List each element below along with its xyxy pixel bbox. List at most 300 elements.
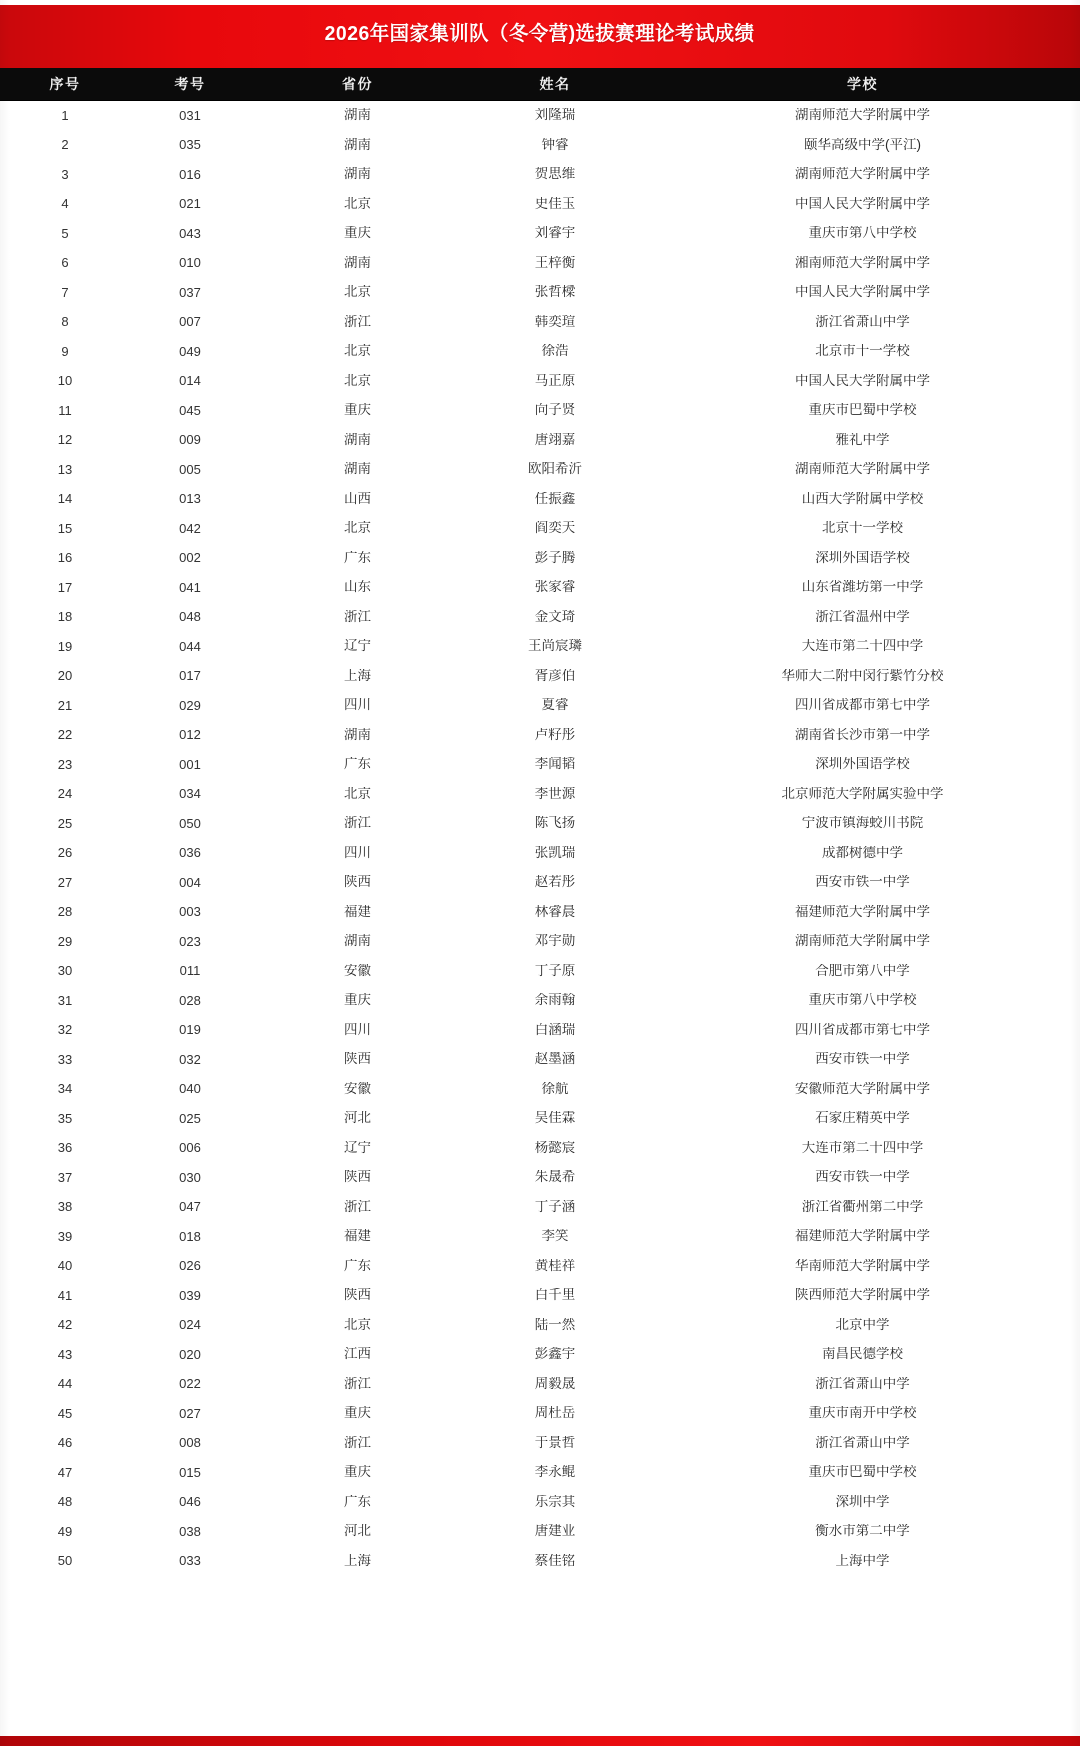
row-index: 21 [57,698,73,713]
row-province: 浙江 [344,816,371,831]
row-name: 赵若彤 [534,875,576,890]
row-index: 37 [57,1170,73,1185]
column-header-school: 学校 [847,76,878,92]
row-school: 重庆市第八中学校 [808,993,917,1008]
row-school: 浙江省萧山中学 [815,314,910,329]
row-exam-no: 020 [179,1347,201,1362]
row-school: 湘南师范大学附属中学 [795,255,930,270]
row-name: 周毅晟 [534,1376,576,1391]
row-province: 浙江 [344,314,371,329]
row-school: 福建师范大学附属中学 [795,1229,930,1244]
row-index: 1 [61,108,69,123]
row-school: 陕西师范大学附属中学 [795,1288,930,1303]
row-name: 杨懿宸 [534,1140,576,1155]
table-row [0,426,1080,456]
table-row [0,1547,1080,1577]
row-exam-no: 007 [179,315,201,330]
row-exam-no: 028 [179,993,201,1008]
table-row [0,1281,1080,1311]
row-name: 张哲樑 [534,285,576,300]
row-province: 湖南 [344,727,371,742]
table-row [0,691,1080,721]
table-row [0,603,1080,633]
row-province: 重庆 [344,403,371,418]
row-index: 28 [57,905,73,920]
row-school: 四川省成都市第七中学 [795,698,930,713]
row-province: 重庆 [344,1406,371,1421]
row-name: 赵墨涵 [534,1052,576,1067]
row-school: 衡水市第二中学 [815,1524,910,1539]
row-school: 重庆市巴蜀中学校 [808,403,917,418]
row-index: 16 [57,551,73,566]
row-index: 27 [57,875,73,890]
row-exam-no: 030 [179,1170,201,1185]
row-exam-no: 019 [179,1023,201,1038]
row-index: 50 [57,1554,73,1569]
row-index: 48 [57,1495,73,1510]
row-exam-no: 003 [179,905,201,920]
column-header-name: 姓名 [539,76,571,92]
table-row [0,1134,1080,1164]
table-row [0,514,1080,544]
row-exam-no: 046 [179,1495,201,1510]
row-name: 彭子腾 [534,550,576,565]
row-school: 安徽师范大学附属中学 [795,1081,930,1096]
row-name: 李闻韬 [534,757,576,772]
table-row [0,101,1080,131]
row-province: 安徽 [344,1081,371,1096]
row-index: 15 [57,521,73,536]
row-index: 39 [57,1229,73,1244]
table-row [0,190,1080,220]
row-index: 11 [58,403,72,418]
row-school: 南昌民德学校 [822,1347,903,1362]
row-name: 邓宇勋 [534,934,576,949]
row-name: 阎奕天 [534,521,576,536]
row-index: 43 [57,1347,73,1362]
table-row [0,485,1080,515]
row-name: 胥彦伯 [534,668,576,683]
row-school: 深圳外国语学校 [815,550,910,565]
row-school: 山西大学附属中学校 [801,491,924,506]
row-exam-no: 021 [179,197,201,212]
row-province: 山西 [344,491,371,506]
row-name: 周杜岳 [534,1406,576,1421]
row-school: 西安市铁一中学 [815,1052,910,1067]
table-row [0,396,1080,426]
title-banner [0,0,1080,68]
row-index: 12 [57,433,73,448]
row-province: 广东 [344,550,371,565]
row-exam-no: 031 [179,108,201,123]
table-row [0,1222,1080,1252]
table-row [0,1311,1080,1341]
row-index: 24 [57,787,73,802]
bottom-red-strip [0,1736,1080,1746]
row-province: 湖南 [344,137,371,152]
row-name: 陈飞扬 [534,816,576,831]
row-school: 北京十一学校 [822,521,903,536]
row-name: 刘隆瑞 [534,108,576,123]
row-school: 华南师范大学附属中学 [795,1258,930,1273]
row-index: 45 [57,1406,73,1421]
row-name: 张家睿 [534,580,576,595]
table-row [0,1370,1080,1400]
table-row [0,1488,1080,1518]
row-province: 陕西 [344,1052,371,1067]
row-school: 湖南师范大学附属中学 [795,167,930,182]
row-name: 李笑 [541,1229,569,1244]
row-exam-no: 035 [179,138,201,153]
row-school: 浙江省衢州第二中学 [801,1199,924,1214]
table-row [0,1429,1080,1459]
row-school: 大连市第二十四中学 [801,1140,924,1155]
row-exam-no: 006 [179,1141,201,1156]
row-exam-no: 044 [179,639,201,654]
table-row [0,573,1080,603]
row-index: 7 [61,285,69,300]
table-row [0,898,1080,928]
row-province: 浙江 [344,1376,371,1391]
row-index: 6 [61,256,69,271]
row-province: 陕西 [344,1170,371,1185]
row-name: 任振鑫 [534,491,576,506]
row-index: 25 [57,816,73,831]
row-name: 唐建业 [534,1524,576,1539]
row-province: 山东 [344,580,371,595]
row-exam-no: 014 [179,374,201,389]
row-index: 22 [57,728,73,743]
row-province: 湖南 [344,167,371,182]
row-province: 河北 [344,1524,371,1539]
row-province: 湖南 [344,255,371,270]
row-exam-no: 034 [179,787,201,802]
row-name: 白涵瑞 [534,1022,576,1037]
table-row [0,1075,1080,1105]
row-index: 31 [57,993,73,1008]
row-name: 徐浩 [541,344,569,359]
row-exam-no: 016 [179,167,201,182]
row-exam-no: 010 [179,256,201,271]
row-name: 钟睿 [541,137,569,152]
row-name: 王尚宸璘 [528,639,582,654]
row-province: 浙江 [344,1199,371,1214]
table-row [0,839,1080,869]
row-province: 辽宁 [344,639,371,654]
table-row [0,662,1080,692]
row-exam-no: 002 [179,551,201,566]
table-row [0,750,1080,780]
row-name: 黄桂祥 [534,1258,576,1273]
table-row [0,219,1080,249]
row-school: 北京师范大学附属实验中学 [781,786,944,801]
row-province: 辽宁 [344,1140,371,1155]
row-index: 8 [61,315,69,330]
table-row [0,1340,1080,1370]
column-header-index: 序号 [49,76,81,92]
row-exam-no: 041 [179,580,201,595]
table-row [0,632,1080,662]
table-row [0,278,1080,308]
row-school: 福建师范大学附属中学 [795,904,930,919]
row-index: 29 [57,934,73,949]
column-header-province: 省份 [342,76,373,92]
row-name: 刘睿宇 [534,226,576,241]
table-row [0,1193,1080,1223]
row-school: 中国人民大学附属中学 [795,373,930,388]
row-index: 35 [57,1111,73,1126]
row-index: 42 [57,1318,73,1333]
row-index: 49 [57,1524,73,1539]
row-school: 湖南师范大学附属中学 [795,462,930,477]
row-province: 浙江 [344,609,371,624]
row-index: 9 [61,344,69,359]
table-row [0,308,1080,338]
table-row [0,337,1080,367]
row-school: 深圳外国语学校 [815,757,910,772]
row-exam-no: 015 [179,1465,201,1480]
row-province: 广东 [344,757,371,772]
row-exam-no: 012 [179,728,201,743]
row-exam-no: 033 [179,1554,201,1569]
row-exam-no: 023 [179,934,201,949]
row-school: 重庆市第八中学校 [808,226,917,241]
table-row [0,1045,1080,1075]
row-index: 47 [57,1465,73,1480]
row-school: 深圳中学 [835,1494,890,1509]
row-name: 陆一然 [534,1317,576,1332]
row-exam-no: 037 [179,285,201,300]
row-name: 林睿晨 [534,904,576,919]
row-exam-no: 042 [179,521,201,536]
row-exam-no: 022 [179,1377,201,1392]
table-column-header [0,68,1080,101]
row-province: 安徽 [344,963,371,978]
row-exam-no: 026 [179,1259,201,1274]
row-province: 湖南 [344,934,371,949]
table-row [0,1458,1080,1488]
row-exam-no: 004 [179,875,201,890]
row-name: 余雨翰 [534,993,576,1008]
row-province: 河北 [344,1111,371,1126]
row-index: 19 [57,639,73,654]
table-row [0,1104,1080,1134]
row-name: 乐宗其 [534,1494,576,1509]
row-name: 彭鑫宇 [534,1347,576,1362]
row-name: 韩奕瑄 [534,314,576,329]
row-name: 唐翊嘉 [534,432,576,447]
row-name: 卢籽彤 [534,727,576,742]
table-row [0,868,1080,898]
table-row [0,160,1080,190]
row-index: 41 [57,1288,73,1303]
table-row [0,1517,1080,1547]
row-index: 46 [57,1436,73,1451]
row-province: 北京 [344,786,371,801]
row-exam-no: 040 [179,1082,201,1097]
row-index: 14 [57,492,73,507]
row-province: 北京 [344,344,371,359]
row-name: 朱晟希 [534,1170,576,1185]
row-name: 王梓衡 [534,255,576,270]
row-province: 四川 [344,845,371,860]
row-exam-no: 005 [179,462,201,477]
table-row [0,544,1080,574]
row-index: 44 [57,1377,73,1392]
row-exam-no: 048 [179,610,201,625]
row-school: 华师大二附中闵行紫竹分校 [781,668,944,683]
table-row [0,986,1080,1016]
row-exam-no: 029 [179,698,201,713]
row-province: 上海 [344,1553,371,1568]
row-exam-no: 017 [179,669,201,684]
row-province: 重庆 [344,1465,371,1480]
row-name: 白千里 [534,1288,576,1303]
row-index: 33 [57,1052,73,1067]
row-province: 北京 [344,196,371,211]
row-province: 江西 [344,1347,371,1362]
row-index: 2 [61,138,69,153]
row-name: 徐航 [541,1081,569,1096]
row-name: 丁子涵 [534,1199,576,1214]
row-school: 成都树德中学 [822,845,903,860]
row-province: 四川 [344,698,371,713]
row-school: 浙江省萧山中学 [815,1376,910,1391]
table-row [0,809,1080,839]
row-index: 5 [61,226,69,241]
row-name: 于景哲 [534,1435,576,1450]
page-title: 2026年国家集训队（冬令营)选拔赛理论考试成绩 [325,23,755,45]
table-body [0,101,1080,1736]
row-school: 石家庄精英中学 [815,1111,910,1126]
row-exam-no: 024 [179,1318,201,1333]
row-index: 18 [57,610,73,625]
row-index: 17 [57,580,73,595]
row-school: 雅礼中学 [835,432,890,447]
row-school: 四川省成都市第七中学 [795,1022,930,1037]
row-name: 蔡佳铭 [534,1553,576,1568]
row-name: 欧阳希沂 [528,462,582,477]
table-row [0,1163,1080,1193]
table-row [0,1016,1080,1046]
row-name: 李世源 [534,786,576,801]
row-school: 湖南师范大学附属中学 [795,934,930,949]
row-exam-no: 032 [179,1052,201,1067]
row-province: 陕西 [344,1288,371,1303]
row-school: 中国人民大学附属中学 [795,196,930,211]
row-province: 湖南 [344,108,371,123]
row-name: 贺思维 [534,167,576,182]
row-province: 北京 [344,1317,371,1332]
row-name: 马正原 [534,373,576,388]
row-name: 金文琦 [534,609,576,624]
row-province: 湖南 [344,462,371,477]
row-name: 夏睿 [541,698,569,713]
row-exam-no: 047 [179,1200,201,1215]
row-name: 丁子原 [534,963,576,978]
table-row [0,1252,1080,1282]
row-province: 四川 [344,1022,371,1037]
row-index: 26 [57,846,73,861]
row-province: 广东 [344,1494,371,1509]
row-school: 合肥市第八中学 [815,963,910,978]
row-school: 西安市铁一中学 [815,875,910,890]
row-province: 陕西 [344,875,371,890]
row-school: 北京市十一学校 [815,344,910,359]
row-province: 湖南 [344,432,371,447]
row-exam-no: 036 [179,846,201,861]
table-row [0,131,1080,161]
row-index: 40 [57,1259,73,1274]
row-exam-no: 045 [179,403,201,418]
table-row [0,455,1080,485]
row-exam-no: 050 [179,816,201,831]
row-province: 北京 [344,285,371,300]
row-exam-no: 001 [179,757,201,772]
row-index: 30 [57,964,73,979]
row-name: 张凯瑞 [534,845,576,860]
row-name: 史佳玉 [534,196,576,211]
row-province: 上海 [344,668,371,683]
row-province: 浙江 [344,1435,371,1450]
row-school: 浙江省温州中学 [815,609,910,624]
row-exam-no: 008 [179,1436,201,1451]
row-school: 大连市第二十四中学 [801,639,924,654]
row-school: 湖南师范大学附属中学 [795,108,930,123]
table-row [0,780,1080,810]
row-name: 吴佳霖 [534,1111,576,1126]
row-index: 3 [61,167,69,182]
row-school: 北京中学 [835,1317,890,1332]
row-index: 36 [57,1141,73,1156]
row-province: 福建 [344,904,371,919]
row-province: 北京 [344,521,371,536]
table-row [0,927,1080,957]
row-school: 重庆市南开中学校 [808,1406,917,1421]
row-exam-no: 049 [179,344,201,359]
row-index: 23 [57,757,73,772]
row-school: 宁波市镇海蛟川书院 [801,816,924,831]
column-header-exam-no: 考号 [174,76,206,92]
table-row [0,957,1080,987]
row-school: 山东省潍坊第一中学 [801,580,924,595]
row-school: 湖南省长沙市第一中学 [795,727,930,742]
row-exam-no: 018 [179,1229,201,1244]
row-index: 34 [57,1082,73,1097]
row-exam-no: 009 [179,433,201,448]
row-exam-no: 027 [179,1406,201,1421]
row-province: 重庆 [344,226,371,241]
row-school: 西安市铁一中学 [815,1170,910,1185]
row-province: 重庆 [344,993,371,1008]
row-index: 4 [61,197,69,212]
row-exam-no: 013 [179,492,201,507]
row-school: 重庆市巴蜀中学校 [808,1465,917,1480]
row-province: 北京 [344,373,371,388]
row-index: 32 [57,1023,73,1038]
row-index: 20 [57,669,73,684]
table-row [0,1399,1080,1429]
row-exam-no: 043 [179,226,201,241]
row-index: 13 [57,462,73,477]
row-exam-no: 039 [179,1288,201,1303]
row-name: 向子贤 [534,403,576,418]
row-index: 38 [57,1200,73,1215]
row-exam-no: 038 [179,1524,201,1539]
table-row [0,367,1080,397]
row-province: 福建 [344,1229,371,1244]
table-row [0,249,1080,279]
